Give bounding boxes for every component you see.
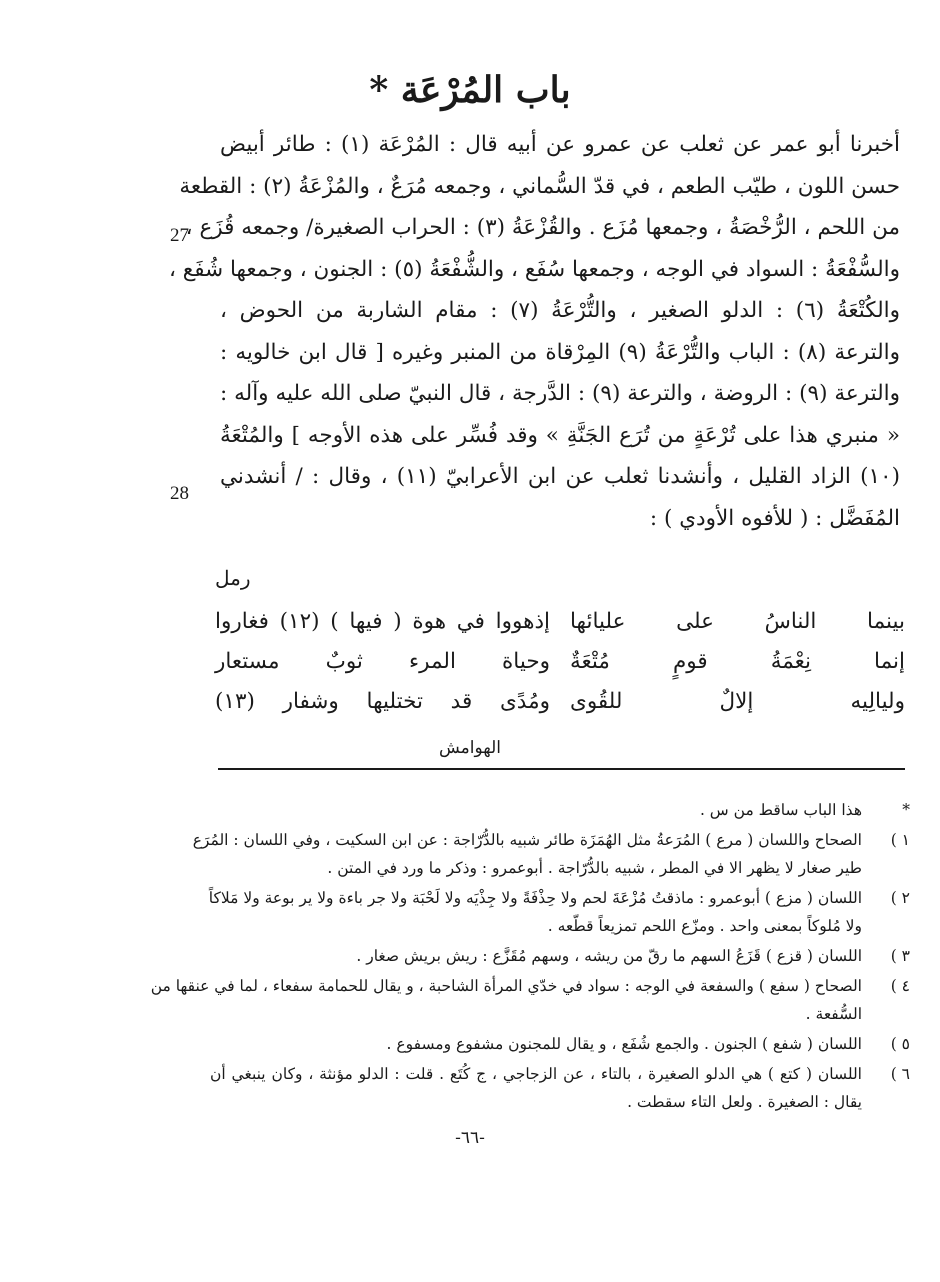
footnote <box>210 884 910 940</box>
footnote-number: ٣ ) <box>890 947 910 965</box>
footnote-line: يقال : الصغيرة . ولعل التاء سقطت . <box>627 1093 862 1111</box>
footnote <box>192 826 910 882</box>
footnote <box>210 796 910 824</box>
footnote <box>210 1060 910 1116</box>
footnote-number: ٤ ) <box>890 977 910 995</box>
footnote-number: ٢ ) <box>890 889 910 907</box>
text-line: أخبرنا أبو عمر عن ثعلب عن عمرو عن أبيه قال : المُرْعَة (١) : طائر أبيض <box>220 132 900 157</box>
text-line: من اللحم ، الرُّخْصَةُ ، وجمعها مُزَع . والقُزْعَةُ (٣) : الحراب الصغيرة/ وجمعه قُزَع ، <box>185 215 900 240</box>
footnotes-heading: الهوامش <box>438 738 502 758</box>
margin-number: 27 <box>170 225 189 246</box>
poem-verse <box>215 602 905 642</box>
text-line: (١٠) الزاد القليل ، وأنشدنا ثعلب عن ابن الأعرابيّ (١١) ، وقال : / أنشدني <box>220 464 900 489</box>
footnote-line: الصحاح ( سفع ) والسفعة في الوجه : سواد في خدّي المرأة الشاحبة ، و يقال للحمامة سفعاء ، لما في عنقها من <box>150 977 862 995</box>
footnote-line: ولا مُلوكاً بمعنى واحد . ومزّع اللحم تمزيعاً قطّعه . <box>547 917 862 935</box>
text-line: والترعة (٨) : الباب والتُّرْعَةُ (٩) المِرْقاة من المنبر وغيره [ قال ابن خالويه : <box>220 339 900 365</box>
verse-first-hemistich: بينما الناسُ على عليائها <box>570 609 905 634</box>
verse-second-hemistich: إذهووا في هوة ( فيها ) (١٢) فغاروا <box>215 609 550 634</box>
footnote-line: اللسان ( شفع ) الجنون . والجمع شُفَع ، و يقال للمجنون مشفوع ومسفوع . <box>386 1035 862 1053</box>
footnote-line: السُّفعة . <box>805 1005 862 1023</box>
footnote <box>210 1030 910 1058</box>
footnote <box>210 942 910 970</box>
chapter-title: باب المُرْعَة * <box>369 69 571 111</box>
footnote-line: اللسان ( قزع ) قَزَعُ السهم ما رقّ من ريشه ، وسهم مُقَزَّع : ريش بريش صغار . <box>356 947 862 965</box>
footnote-number: * <box>902 801 910 819</box>
margin-number: 28 <box>170 483 189 504</box>
verse-second-hemistich: وحياة المرء ثوبٌ مستعار <box>215 649 550 674</box>
verse-first-hemistich: إنما نِعْمَةُ قومٍ مُتْعَةٌ <box>570 649 905 674</box>
footnote-number: ١ ) <box>890 831 910 849</box>
footnote-number: ٦ ) <box>890 1065 910 1083</box>
footnote-line: هذا الباب ساقط من س . <box>699 801 862 819</box>
verse-second-hemistich: ومُدًى قد تختليها وشفار (١٣) <box>215 689 550 714</box>
text-line: والترعة (٩) : الروضة ، والترعة (٩) : الدَّرجة ، قال النبيّ صلى الله عليه وآله : <box>220 381 900 406</box>
footnotes <box>150 796 910 1118</box>
text-line: والكُتْعَةُ (٦) : الدلو الصغير ، والتُّرْعَةُ (٧) : مقام الشاربة من الحوض ، <box>220 298 900 323</box>
footnote-line: اللسان ( كتع ) هي الدلو الصغيرة ، بالتاء ، عن الزجاجي ، ج كُتَع . قلت : الدلو مؤنثة ، وكان ينبغي أن <box>210 1065 862 1083</box>
footnote-line: طير صغار لا يظهر الا في المطر ، شبيه بالدُّرّاجة . أبوعمرو : وذكر ما ورد في المتن . <box>327 859 862 877</box>
footnote-line: اللسان ( مزع ) أبوعمرو : ماذقتُ مُزْعَةَ لحم ولا حِذْفَةً ولا جِذْيَه ولا لَحْبَة ولا جر باءة ولا ير بوعة ولا مَلاكاً <box>208 889 862 907</box>
verse-first-hemistich: وليالِيه إلالٌ للقُوى <box>570 689 905 714</box>
footnote <box>150 972 910 1028</box>
text-line: حسن اللون ، طيّب الطعم ، في قدّ السُّماني ، وجمعه مُرَعٌ ، والمُزْعَةُ (٢) : القطعة <box>179 173 900 199</box>
page-number: -٦٦- <box>455 1128 485 1148</box>
text-line: والسُّفْعَةُ : السواد في الوجه ، وجمعها سُفَع ، والشُّفْعَةُ (٥) : الجنون ، وجمعها شُفَع ، <box>169 256 900 282</box>
footnote-line: الصحاح واللسان ( مرع ) المُرَعةُ مثل الهُمَزَة طائر شبيه بالدُّرّاجة : عن ابن السكيت ، وفي اللسان : المُرَع <box>192 831 862 849</box>
footnote-number: ٥ ) <box>890 1035 910 1053</box>
text-line: المُفَضَّل : ( للأفوه الأودي ) : <box>649 505 900 531</box>
footnotes-divider <box>218 768 905 770</box>
poem-verse <box>215 642 905 682</box>
poem-meter-label: رمل <box>215 566 251 590</box>
poem-verse <box>215 682 905 722</box>
text-line: « منبري هذا على تُرْعَةٍ من تُرَع الجَنَّةِ » وقد فُسِّر على هذه الأوجه ] والمُتْعَةُ <box>220 422 900 448</box>
